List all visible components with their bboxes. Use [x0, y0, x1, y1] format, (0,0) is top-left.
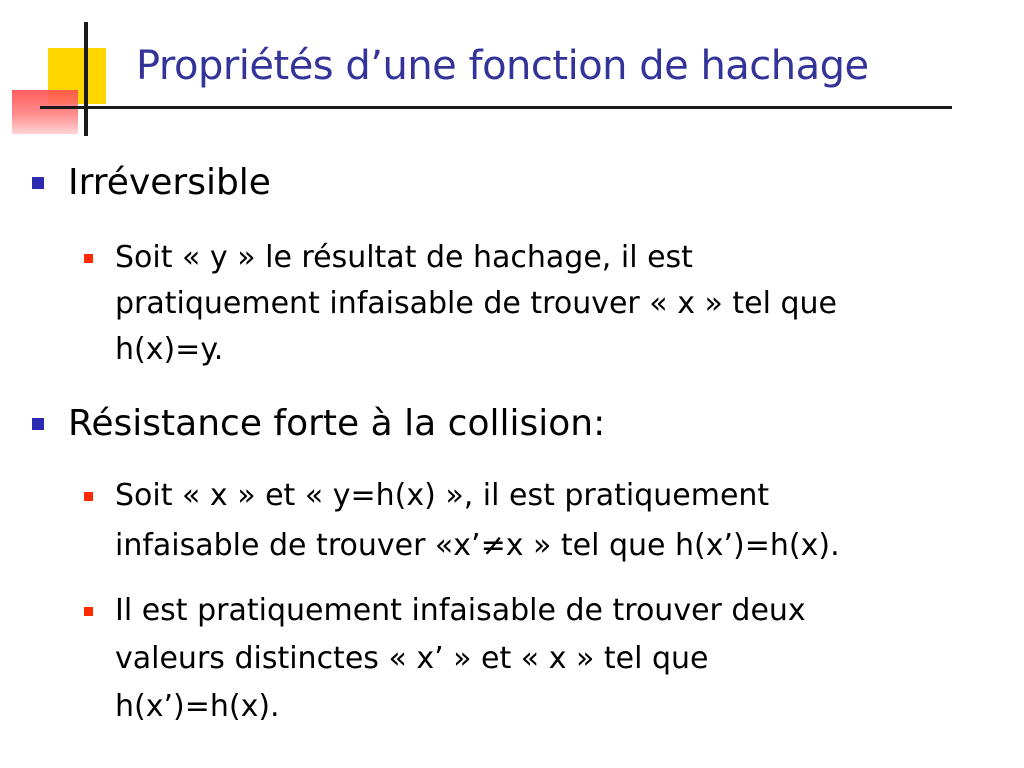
bullet-square-icon — [32, 177, 44, 189]
sub-bullet-square-icon — [84, 254, 93, 263]
sub-bullet-line: h(x)=y. — [115, 332, 224, 367]
bullet-square-icon — [32, 418, 44, 430]
sub-bullet-line: valeurs distinctes « x’ » et « x » tel que — [115, 641, 709, 676]
bullet-heading: Résistance forte à la collision: — [68, 403, 606, 444]
sub-bullet-square-icon — [84, 607, 93, 616]
sub-bullet-line: pratiquement infaisable de trouver « x » tel que — [115, 286, 837, 321]
sub-bullet-line: Soit « x » et « y=h(x) », il est pratiquement — [115, 478, 770, 513]
sub-bullet-line: infaisable de trouver «x’≠x » tel que h(x’)=h(x). — [115, 528, 840, 563]
sub-bullet-line: Soit « y » le résultat de hachage, il est — [115, 240, 693, 275]
bullet-heading: Irréversible — [68, 162, 271, 203]
sub-bullet-line: Il est pratiquement infaisable de trouver deux — [115, 593, 806, 628]
sub-bullet-line: h(x’)=h(x). — [115, 689, 280, 724]
slide-title: Propriétés d’une fonction de hachage — [136, 43, 869, 89]
sub-bullet-square-icon — [84, 492, 93, 501]
